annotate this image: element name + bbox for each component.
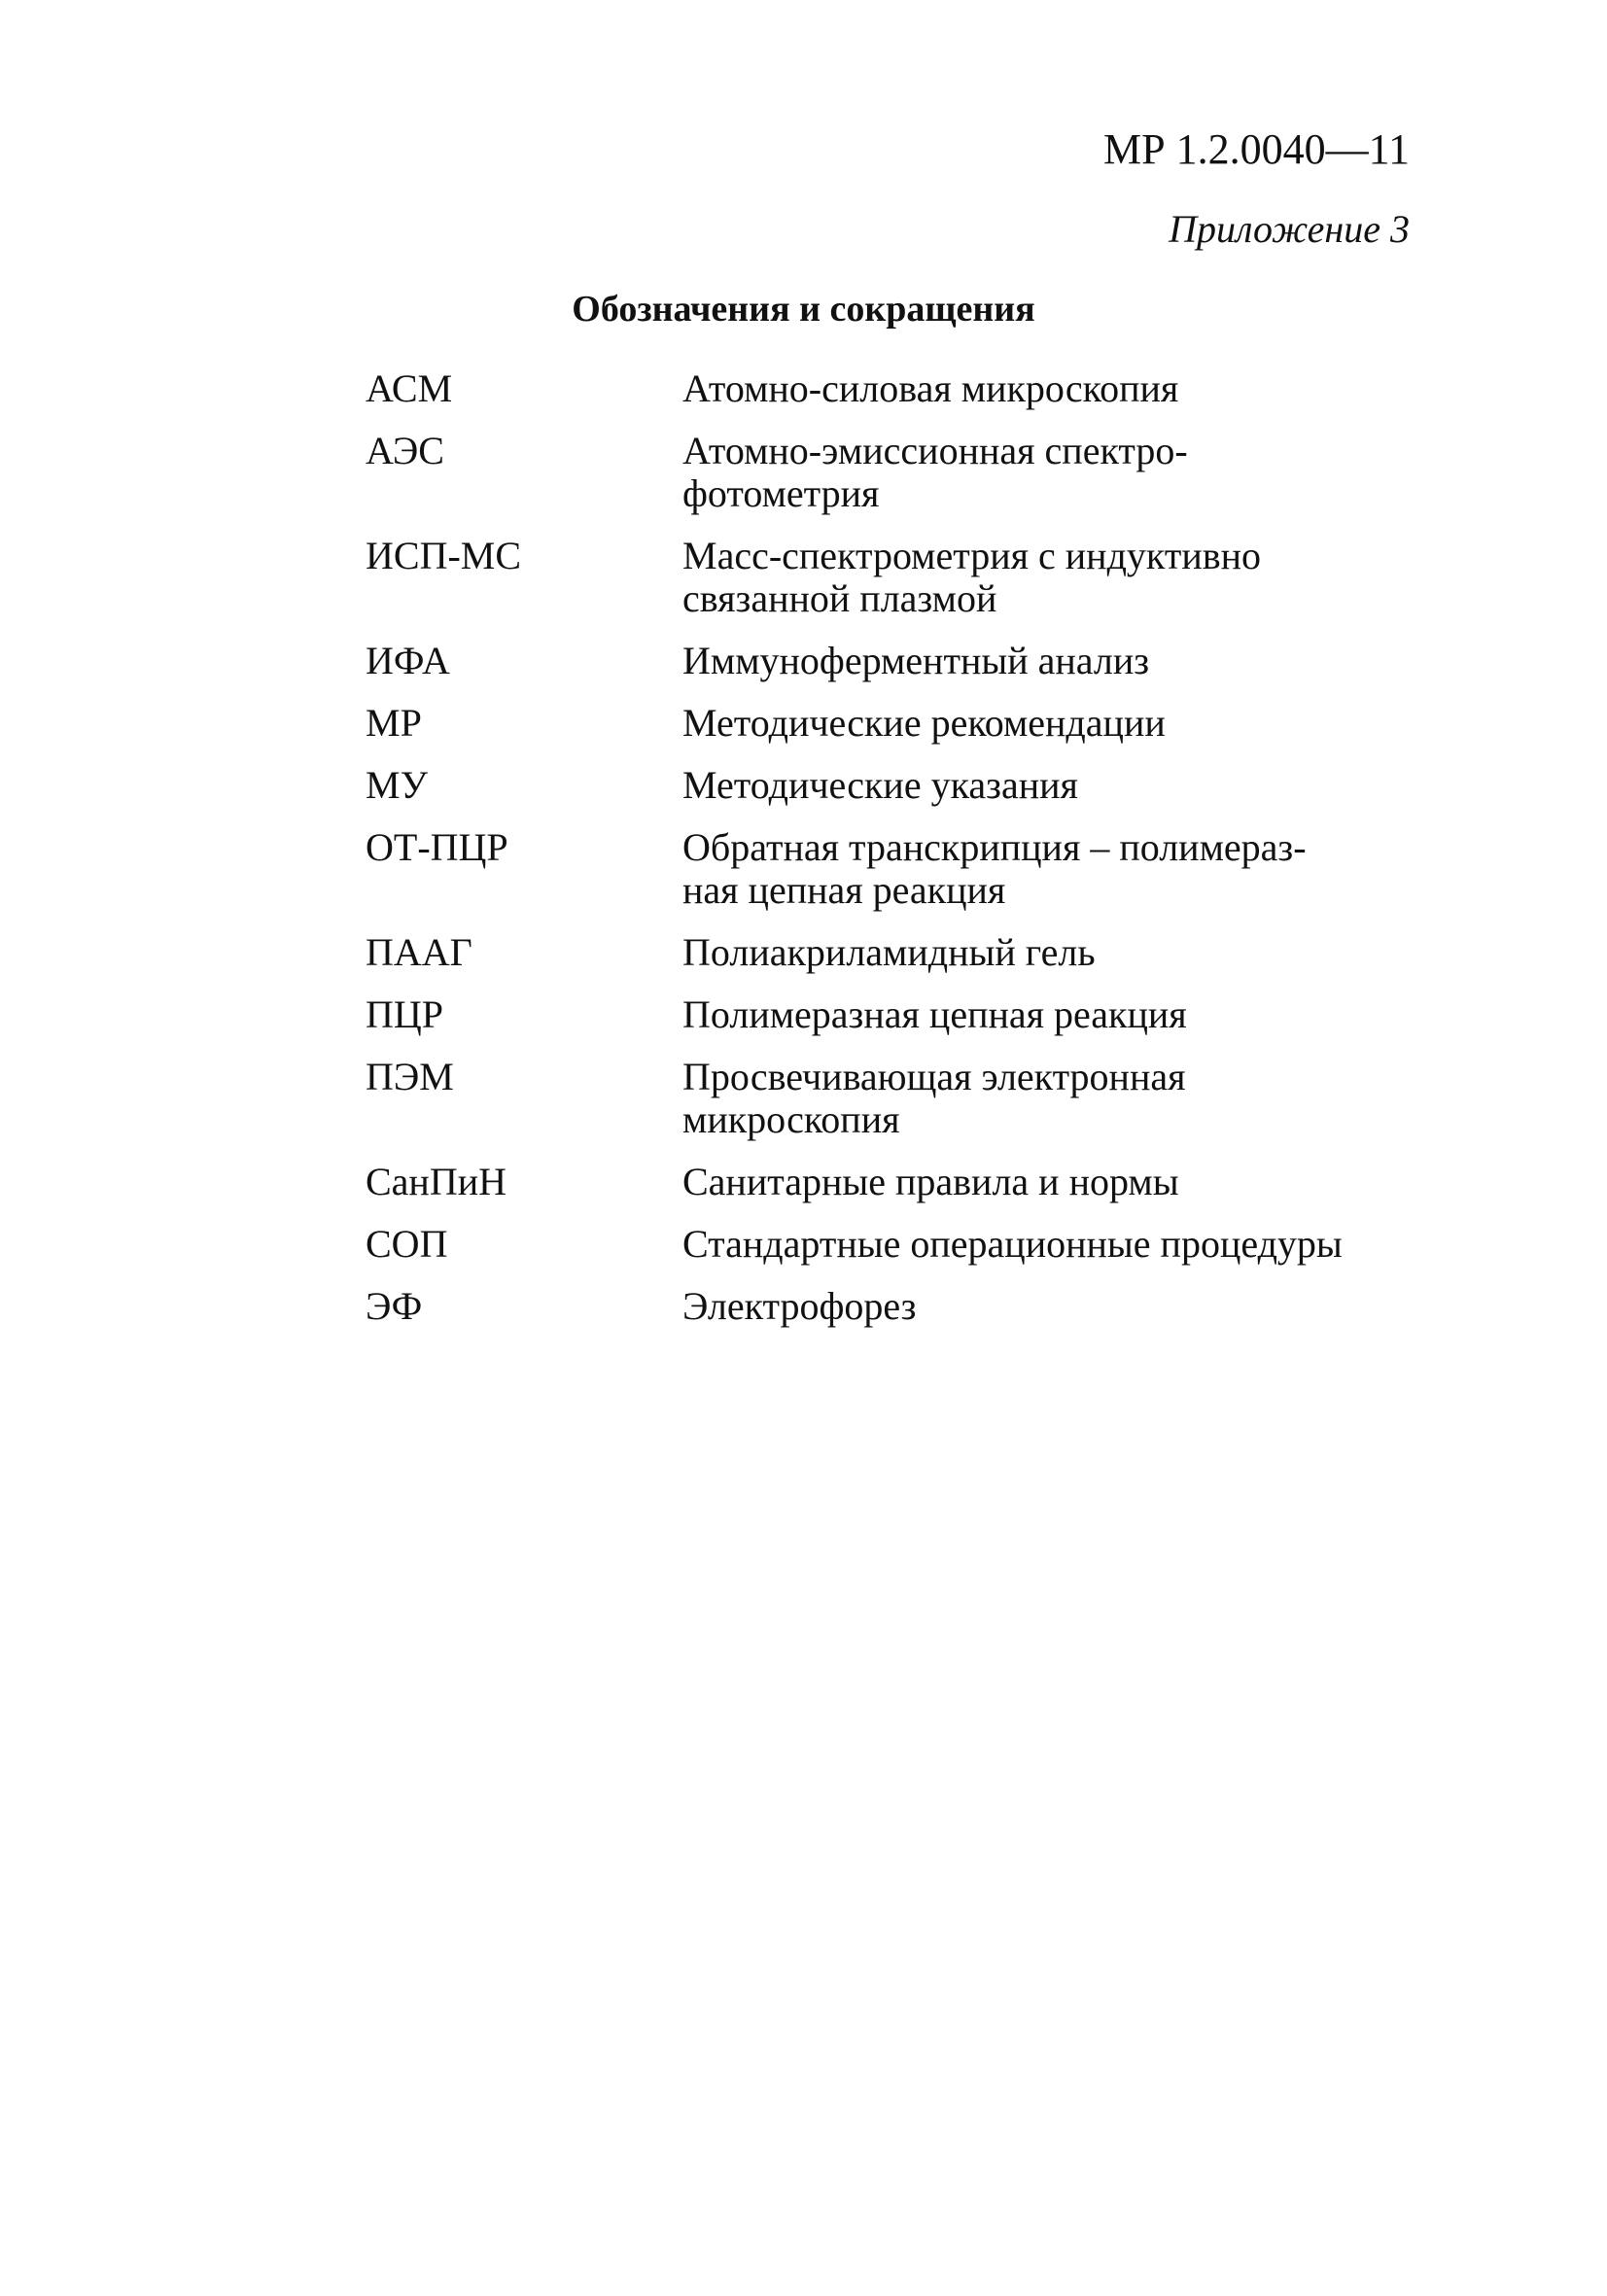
abbreviation-term: МР [366, 701, 422, 745]
abbreviation-term: ПААГ [366, 930, 472, 974]
abbreviation-row [366, 640, 1415, 682]
abbreviation-row [366, 1285, 1415, 1328]
abbreviation-definition: Обратная транскрипция – полимераз- ная цепная реакция [682, 825, 1307, 912]
abbreviation-definition: Атомно-эмиссионная спектро- фотометрия [682, 429, 1188, 515]
abbreviation-row [366, 1161, 1415, 1203]
abbreviation-term: ПЦР [366, 992, 444, 1036]
page-title-text: Обозначения и сокращения [572, 289, 1035, 330]
abbreviation-row [366, 367, 1415, 410]
abbreviation-row [366, 702, 1415, 745]
abbreviation-term: СОП [366, 1222, 448, 1266]
page-title [0, 288, 1607, 332]
abbreviation-term: ИСП-МС [366, 534, 522, 577]
abbreviation-definition: Масс-спектрометрия с индуктивно связанной плазмой [682, 534, 1262, 620]
abbreviation-term: АСМ [366, 366, 453, 410]
abbreviation-definition: Иммуноферментный анализ [682, 639, 1150, 682]
abbreviation-definition: Методические указания [682, 763, 1078, 807]
abbreviation-term: АЭС [366, 429, 444, 472]
abbreviation-row [366, 826, 1415, 912]
abbreviation-definition: Полиакриламидный гель [682, 930, 1096, 974]
abbreviation-row [366, 535, 1415, 620]
abbreviation-term: СанПиН [366, 1160, 507, 1203]
abbreviation-term: ИФА [366, 639, 450, 682]
abbreviation-row [366, 931, 1415, 974]
abbreviation-term: ЭФ [366, 1284, 423, 1328]
abbreviation-row [366, 1223, 1415, 1266]
abbreviation-term: МУ [366, 763, 428, 807]
appendix-label: Приложение 3 [1169, 207, 1410, 251]
abbreviation-definition: Просвечивающая электронная микроскопия [682, 1055, 1186, 1141]
abbreviation-definition: Методические рекомендации [682, 701, 1166, 745]
abbreviation-row [366, 764, 1415, 807]
abbreviation-definition: Стандартные операционные процедуры [682, 1222, 1343, 1266]
abbreviation-definition: Атомно-силовая микроскопия [682, 366, 1179, 410]
abbreviation-definition: Электрофорез [682, 1284, 917, 1328]
abbreviation-row [366, 430, 1415, 515]
abbreviation-term: ОТ-ПЦР [366, 825, 508, 869]
abbreviation-row [366, 993, 1415, 1036]
abbreviation-definition: Полимеразная цепная реакция [682, 992, 1187, 1036]
abbreviation-list [366, 367, 1415, 1347]
abbreviation-term: ПЭМ [366, 1055, 454, 1098]
abbreviation-row [366, 1056, 1415, 1141]
abbreviation-definition: Санитарные правила и нормы [682, 1160, 1179, 1203]
document-code: МР 1.2.0040—11 [1103, 125, 1410, 173]
